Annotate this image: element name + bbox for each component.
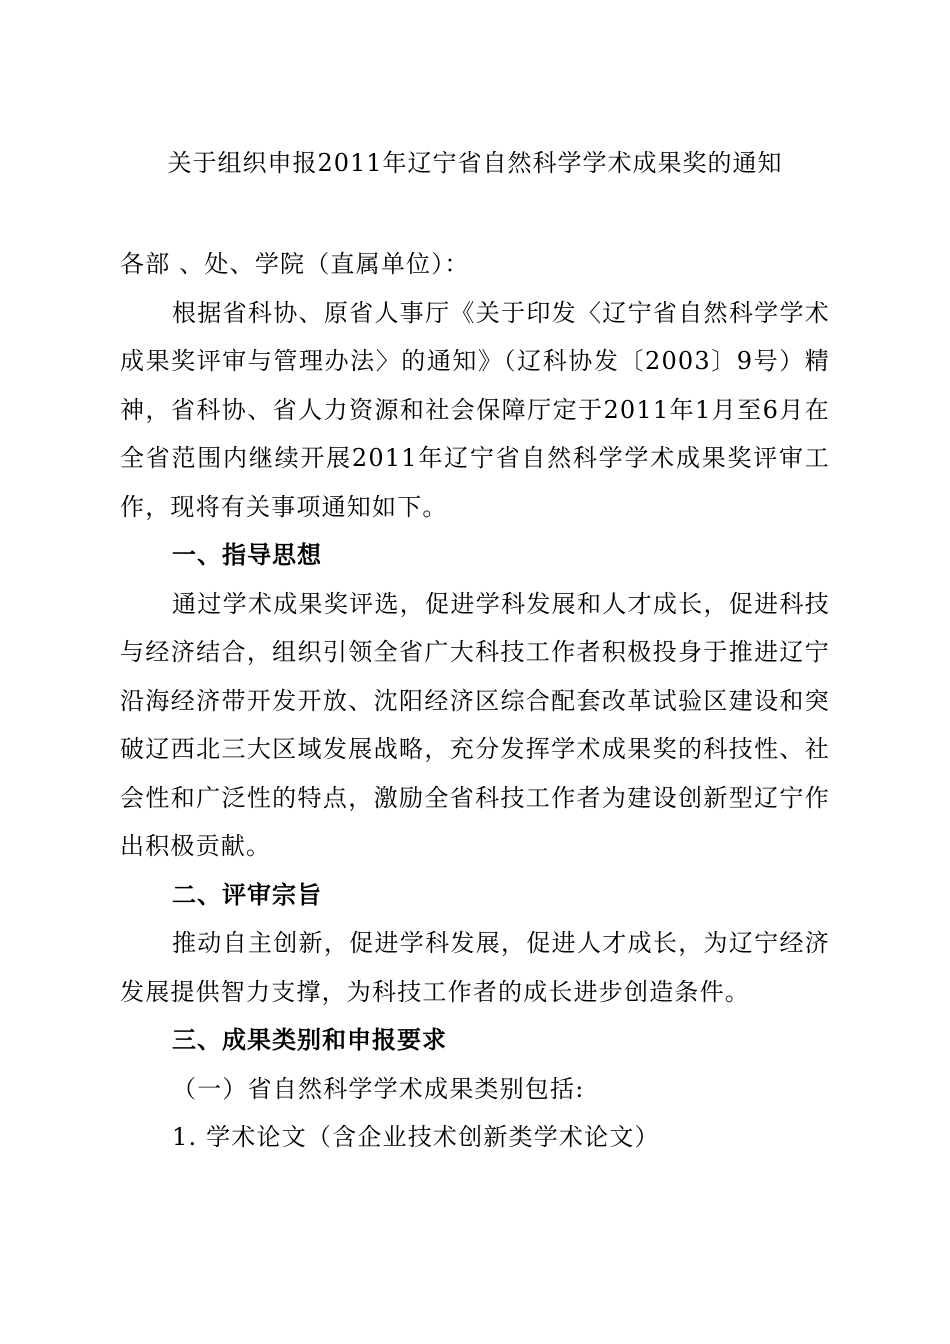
section-heading-categories: 三、成果类别和申报要求 — [172, 1026, 447, 1054]
section-heading-guiding-thought: 一、指导思想 — [172, 541, 322, 569]
intro-paragraph: 根据省科协、原省人事厅《关于印发〈辽宁省自然科学学术成果奖评审与管理办法〉的通知》（辽科协发〔2003〕9号）精神，省科协、省人力资源和社会保障厅定于2011年1月至6月在全省范围内继续开展2011年辽宁省自然科学学术成果奖评审工作，现将有关事项通知如下。 — [120, 298, 830, 521]
addressee: 各部 、处、学院（直属单位）： — [120, 250, 470, 278]
section-heading-review-purpose: 二、评审宗旨 — [172, 880, 322, 909]
document-title: 关于组织申报2011年辽宁省自然科学学术成果奖的通知 — [167, 149, 783, 177]
subsection-categories: （一）省自然科学学术成果类别包括: — [172, 1074, 585, 1103]
section-paragraph-guiding-thought: 通过学术成果奖评选，促进学科发展和人才成长，促进科技与经济结合，组织引领全省广大科技工作者积极投身于推进辽宁沿海经济带开发开放、沈阳经济区综合配套改革试验区建设和突破辽西北三大区域发展战略，充分发挥学术成果奖的科技性、社会性和广泛性的特点，激励全省科技工作者为建设创新型辽宁作出积极贡献。 — [120, 589, 830, 860]
document-body — [120, 240, 830, 1162]
section-paragraph-review-purpose: 推动自主创新，促进学科发展，促进人才成长，为辽宁经济发展提供智力支撑，为科技工作者的成长进步创造条件。 — [120, 929, 830, 1006]
list-item-academic-papers: 1. 学术论文（含企业技术创新类学术论文） — [172, 1123, 660, 1151]
